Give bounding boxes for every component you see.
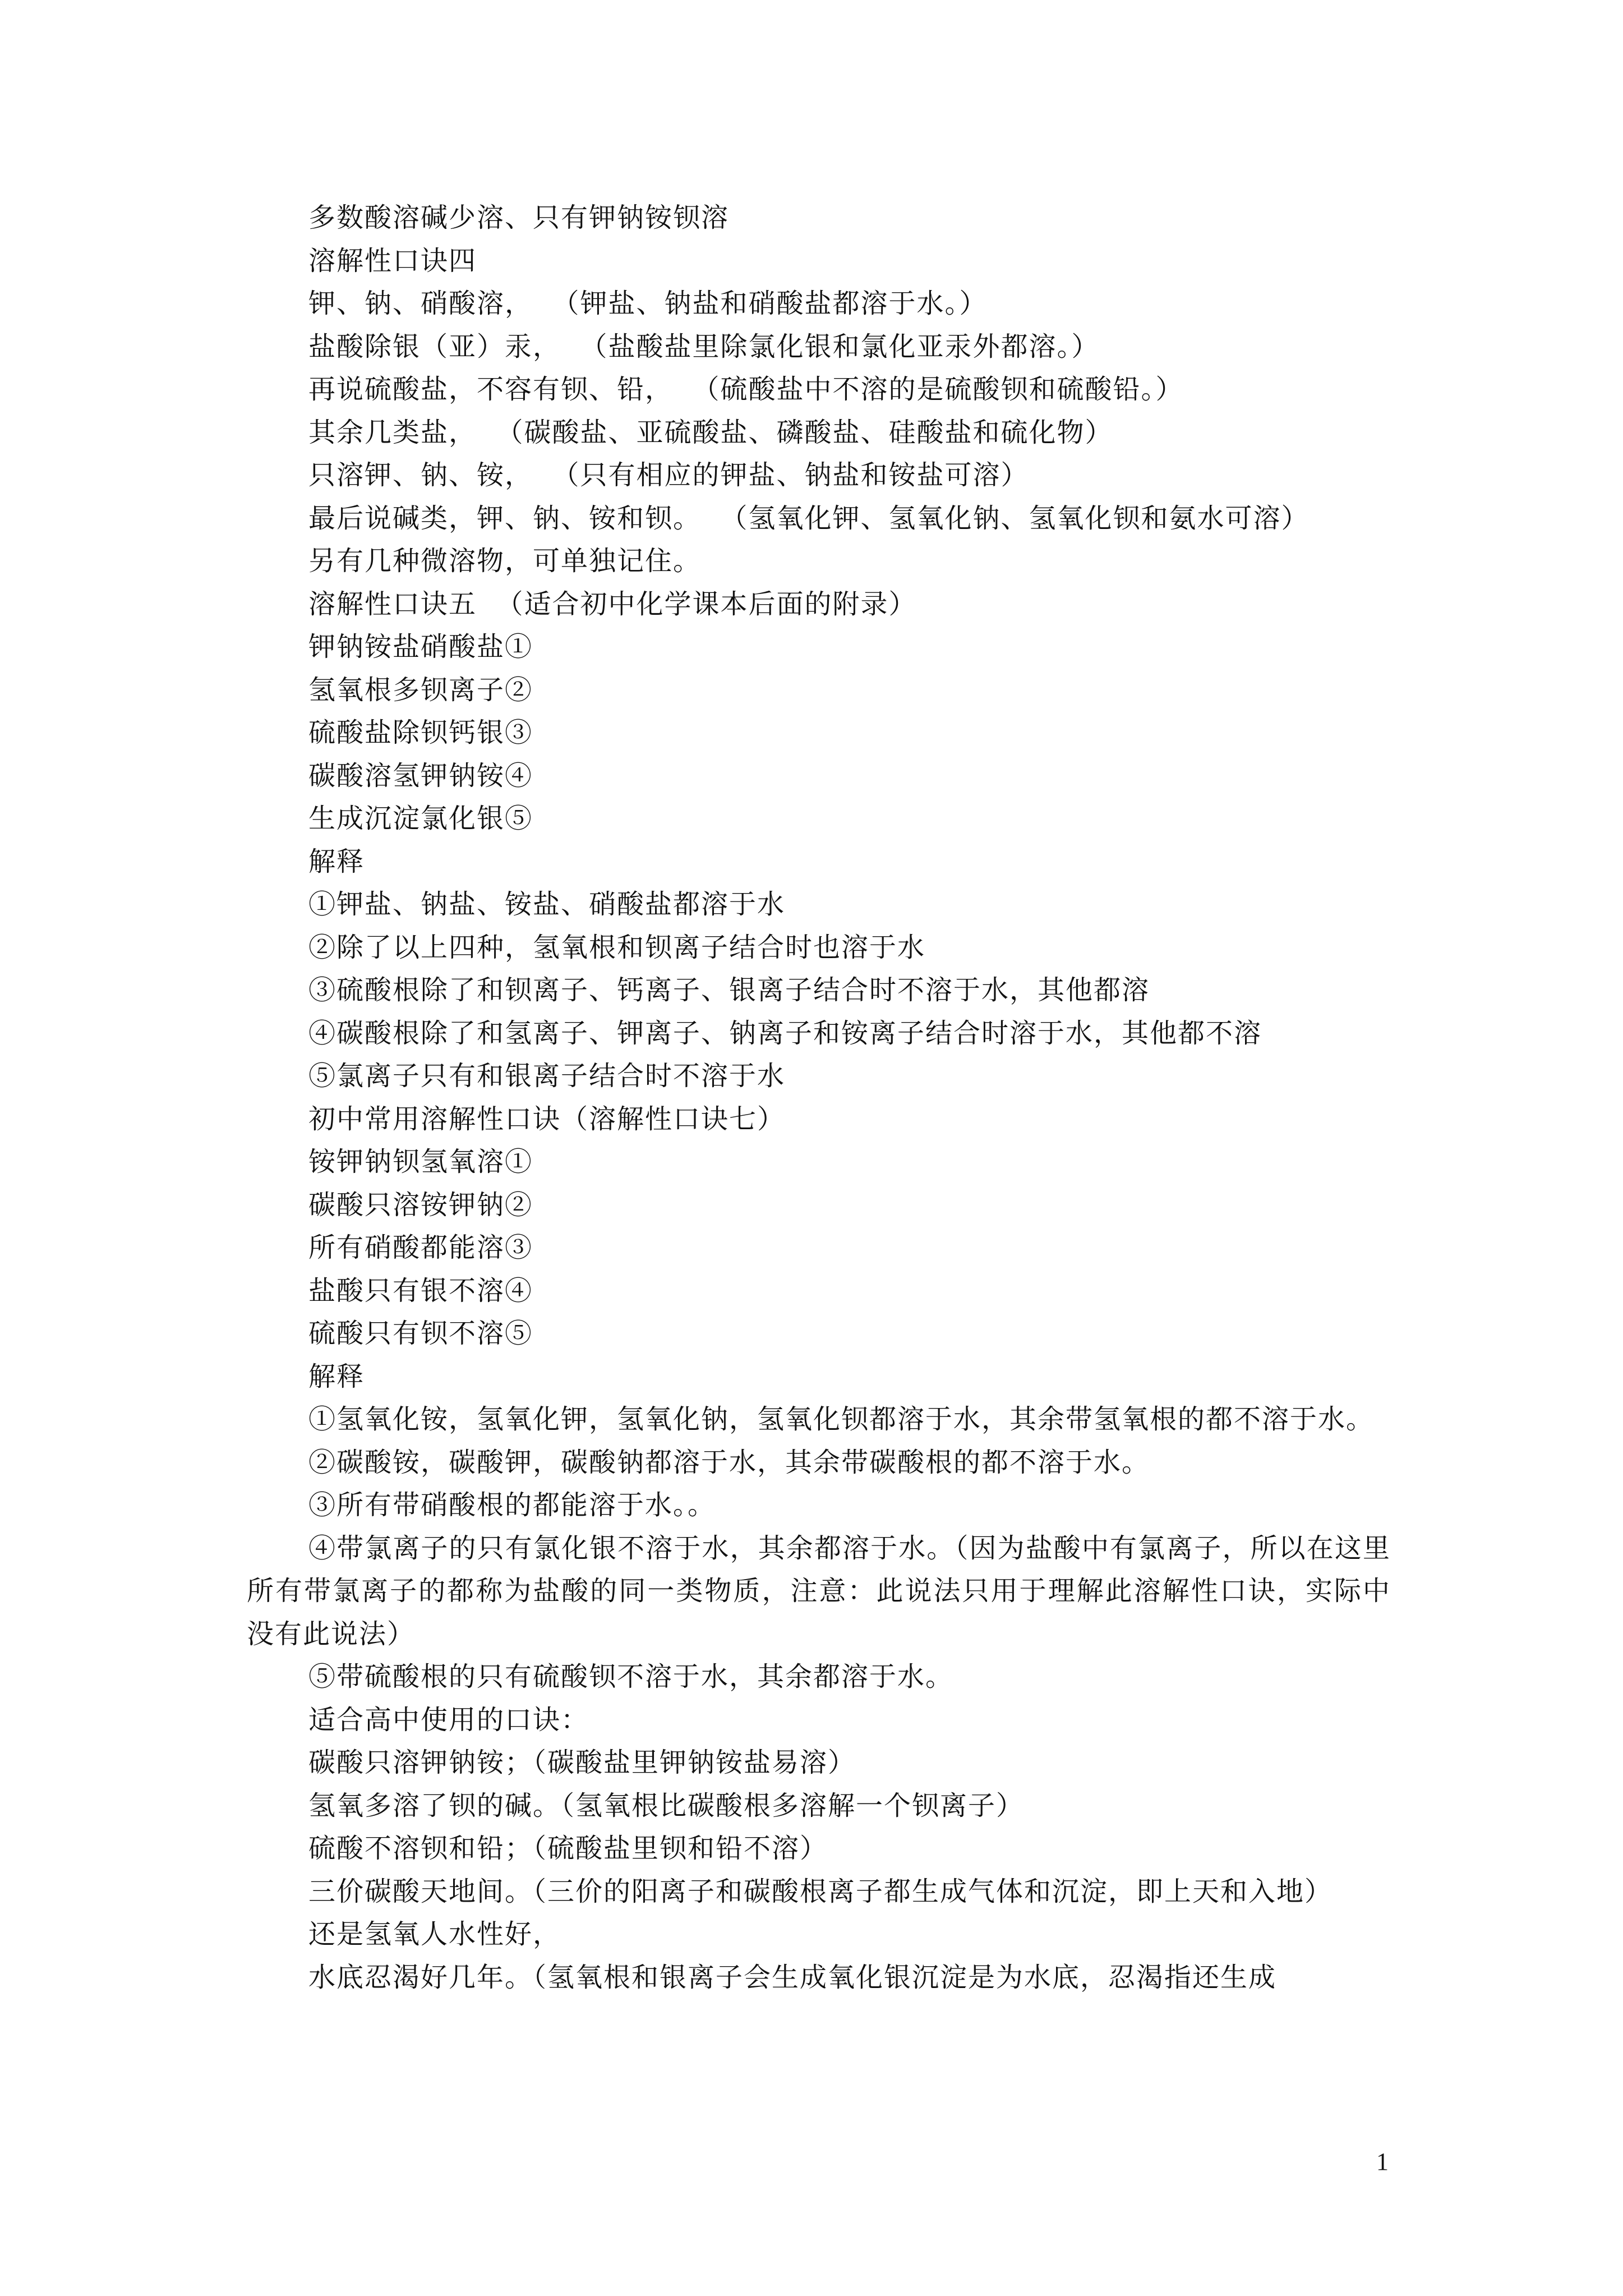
explanation-line: ③硫酸根除了和钡离子、钙离子、银离子结合时不溶于水，其他都溶 (308, 974, 1150, 1006)
mnemonic-paragraph: 氢氧多溶了钡的碱。（氢氧根比碳酸根多溶解一个钡离子） (308, 1789, 1025, 1821)
text-line: 只溶钾、钠、铵， （只有相应的钾盐、钠盐和铵盐可溶） (308, 459, 1029, 491)
explanation-line: ①钾盐、钠盐、铵盐、硝酸盐都溶于水 (308, 889, 786, 920)
explanation-paragraph: ③所有带硝酸根的都能溶于水。。 (308, 1489, 716, 1521)
mnemonic-line: 硫酸只有钡不溶⑤ (308, 1318, 533, 1349)
page-content (247, 196, 1391, 1999)
mnemonic-paragraph: 水底忍渴好几年。（氢氧根和银离子会生成氧化银沉淀是为水底，忍渴指还生成 (308, 1961, 1277, 1993)
mnemonic-line: 碳酸溶氢钾钠铵④ (308, 760, 533, 792)
text-line: 最后说碱类，钾、钠、铵和钡。 （氢氧化钾、氢氧化钠、氢氧化钡和氨水可溶） (308, 502, 1310, 534)
explanation-paragraph: ④带氯离子的只有氯化银不溶于水，其余都溶于水。（因为盐酸中有氯离子，所以在这里所有带氯离子的都称为盐酸的同一类物质，注意：此说法只用于理解此溶解性口诀，实际中没有此说法） (247, 1532, 1391, 1650)
explanation-heading: 解释 (308, 1360, 365, 1392)
explanation-paragraph: ②碳酸铵，碳酸钾，碳酸钠都溶于水，其余带碳酸根的都不溶于水。 (308, 1446, 1150, 1478)
mnemonic-line: 钾钠铵盐硝酸盐① (308, 631, 533, 662)
explanation-line: ②除了以上四种，氢氧根和钡离子结合时也溶于水 (308, 931, 926, 963)
text-line: 再说硫酸盐，不容有钡、铅， （硫酸盐中不溶的是硫酸钡和硫酸铅。） (308, 374, 1184, 405)
explanation-line: ④碳酸根除了和氢离子、钾离子、钠离子和铵离子结合时溶于水，其他都不溶 (308, 1017, 1262, 1049)
mnemonic-line: 铵钾钠钡氢氧溶① (308, 1146, 533, 1177)
text-line: 盐酸除银（亚）汞， （盐酸盐里除氯化银和氯化亚汞外都溶。） (308, 330, 1100, 362)
text-line: 另有几种微溶物，可单独记住。 (308, 545, 702, 577)
section-heading: 溶解性口诀四 (308, 245, 477, 277)
section-heading: 溶解性口诀五 （适合初中化学课本后面的附录） (308, 588, 917, 620)
explanation-line: ⑤氯离子只有和银离子结合时不溶于水 (308, 1060, 786, 1092)
explanation-paragraph: ①氢氧化铵，氢氧化钾，氢氧化钠，氢氧化钡都溶于水，其余带氢氧根的都不溶于水。 (308, 1404, 1375, 1435)
text-line: 其余几类盐， （碳酸盐、亚硫酸盐、磷酸盐、硅酸盐和硫化物） (308, 416, 1113, 448)
page-number: 1 (1376, 2148, 1389, 2175)
mnemonic-line: 碳酸只溶铵钾钠② (308, 1189, 533, 1221)
mnemonic-line: 所有硝酸都能溶③ (308, 1232, 533, 1263)
mnemonic-paragraph: 碳酸只溶钾钠铵；（碳酸盐里钾钠铵盐易溶） (308, 1747, 856, 1778)
section-heading: 初中常用溶解性口诀（溶解性口诀七） (308, 1103, 786, 1135)
mnemonic-paragraph: 硫酸不溶钡和铅；（硫酸盐里钡和铅不溶） (308, 1833, 828, 1864)
text-line: 多数酸溶碱少溶、只有钾钠铵钡溶 (308, 202, 730, 233)
explanation-heading: 解释 (308, 845, 365, 877)
explanation-paragraph: ⑤带硫酸根的只有硫酸钡不溶于水，其余都溶于水。 (308, 1661, 954, 1692)
mnemonic-line: 硫酸盐除钡钙银③ (308, 717, 533, 748)
mnemonic-line: 盐酸只有银不溶④ (308, 1274, 533, 1306)
mnemonic-paragraph: 还是氢氧人水性好， (308, 1918, 561, 1950)
mnemonic-line: 生成沉淀氯化银⑤ (308, 803, 533, 834)
mnemonic-paragraph: 三价碳酸天地间。（三价的阳离子和碳酸根离子都生成气体和沉淀，即上天和入地） (308, 1875, 1333, 1907)
section-heading: 适合高中使用的口诀： (308, 1704, 589, 1736)
text-line: 钾、钠、硝酸溶， （钾盐、钠盐和硝酸盐都溶于水。） (308, 288, 988, 319)
mnemonic-line: 氢氧根多钡离子② (308, 674, 533, 706)
